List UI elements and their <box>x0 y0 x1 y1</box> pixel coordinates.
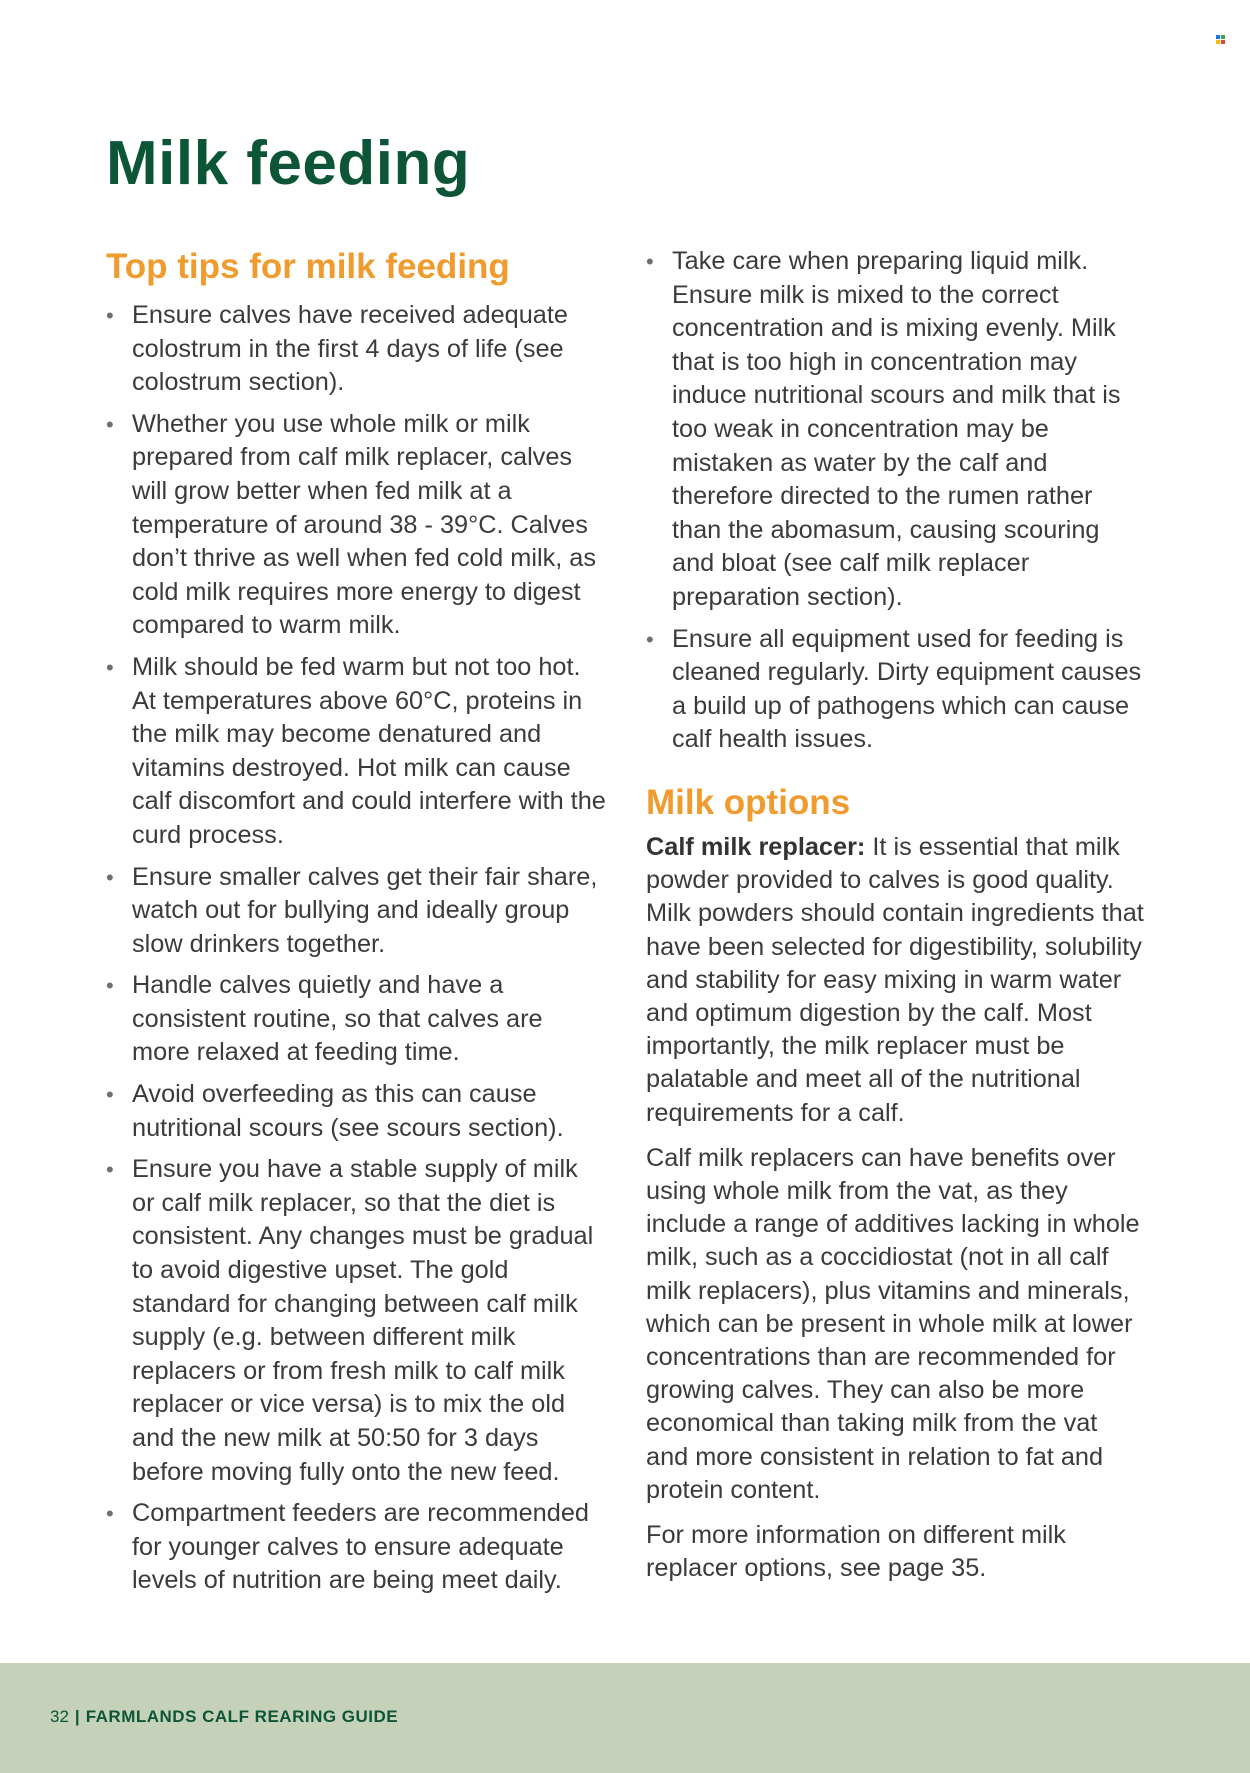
brand-mark-square-3 <box>1216 40 1220 44</box>
top-tips-list-continued <box>646 245 1146 757</box>
left-column <box>106 245 606 1606</box>
top-tips-list <box>106 299 606 1598</box>
tip-item: • Ensure all equipment used for feeding is cleaned regularly. Dirty equipment causes a build up of pathogens which can cause calf health issues. <box>646 623 1146 757</box>
page-title: Milk feeding <box>106 129 471 198</box>
more-info-paragraph: For more information on different milk replacer options, see page 35. <box>646 1520 1066 1583</box>
brand-mark-square-4 <box>1221 40 1225 44</box>
tip-item: • Compartment feeders are recommended for younger calves to ensure adequate levels of nutrition are being meet daily. <box>106 1497 606 1598</box>
right-column <box>646 245 1146 1597</box>
page-footer <box>0 1663 1250 1773</box>
top-tips-heading: Top tips for milk feeding <box>106 247 510 286</box>
page-number: 32 <box>50 1707 69 1726</box>
footer-separator: | <box>74 1707 80 1726</box>
footer-text <box>50 1707 398 1727</box>
brand-mark-icon <box>1216 35 1225 44</box>
benefits-paragraph: Calf milk replacers can have benefits over using whole milk from the vat, as they include a range of additives lacking in whole milk, such as a coccidiostat (not in all calf milk replacers), plus vitamins and minerals, which can be present in whole milk at lower concentrations than are recommended for growing calves. They can also be more economical than taking milk from the vat and more consistent in relation to fat and protein content. <box>646 1143 1140 1504</box>
replacer-lead: Calf milk replacer: <box>646 832 866 861</box>
tip-item: • Ensure you have a stable supply of milk or calf milk replacer, so that the diet is consistent. Any changes must be gradual to avoid digestive upset. The gold standard for changing between calf milk supply (e.g. between different milk replacers or from fresh milk to calf milk replacer or vice versa) is to mix the old and the new milk at 50:50 for 3 days before moving fully onto the new feed. <box>106 1153 606 1489</box>
tip-item: • Ensure calves have received adequate colostrum in the first 4 days of life (see colostrum section). <box>106 299 606 400</box>
tip-item: • Avoid overfeeding as this can cause nutritional scours (see scours section). <box>106 1078 606 1145</box>
tip-item: • Whether you use whole milk or milk prepared from calf milk replacer, calves will grow better when fed milk at a temperature of around 38 - 39°C. Calves don’t thrive as well when fed cold milk, as cold milk requires more energy to digest compared to warm milk. <box>106 408 606 643</box>
replacer-text: It is essential that milk powder provided to calves is good quality. Milk powders should contain ingredients that have been selected for digestibility, solubility and stability for easy mixing in warm water and optimum digestion by the calf. Most importantly, the milk replacer must be palatable and meet all of the nutritional requirements for a calf. <box>646 832 1144 1127</box>
tip-item: • Handle calves quietly and have a consistent routine, so that calves are more relaxed at feeding time. <box>106 969 606 1070</box>
brand-mark-square-1 <box>1216 35 1220 39</box>
replacer-paragraph <box>646 831 1146 1130</box>
tip-item: • Milk should be fed warm but not too hot. At temperatures above 60°C, proteins in the milk may become denatured and vitamins destroyed. Hot milk can cause calf discomfort and could interfere with the curd process. <box>106 651 606 853</box>
tip-item: • Ensure smaller calves get their fair share, watch out for bullying and ideally group slow drinkers together. <box>106 861 606 962</box>
milk-options-heading: Milk options <box>646 782 851 822</box>
guide-title: FARMLANDS CALF REARING GUIDE <box>85 1707 399 1726</box>
brand-mark-square-2 <box>1221 35 1225 39</box>
tip-item: • Take care when preparing liquid milk. Ensure milk is mixed to the correct concentration and is mixing evenly. Milk that is too high in concentration may induce nutritional scours and milk that is too weak in concentration may be mistaken as water by the calf and therefore directed to the rumen rather than the abomasum, causing scouring and bloat (see calf milk replacer preparation section). <box>646 245 1146 615</box>
